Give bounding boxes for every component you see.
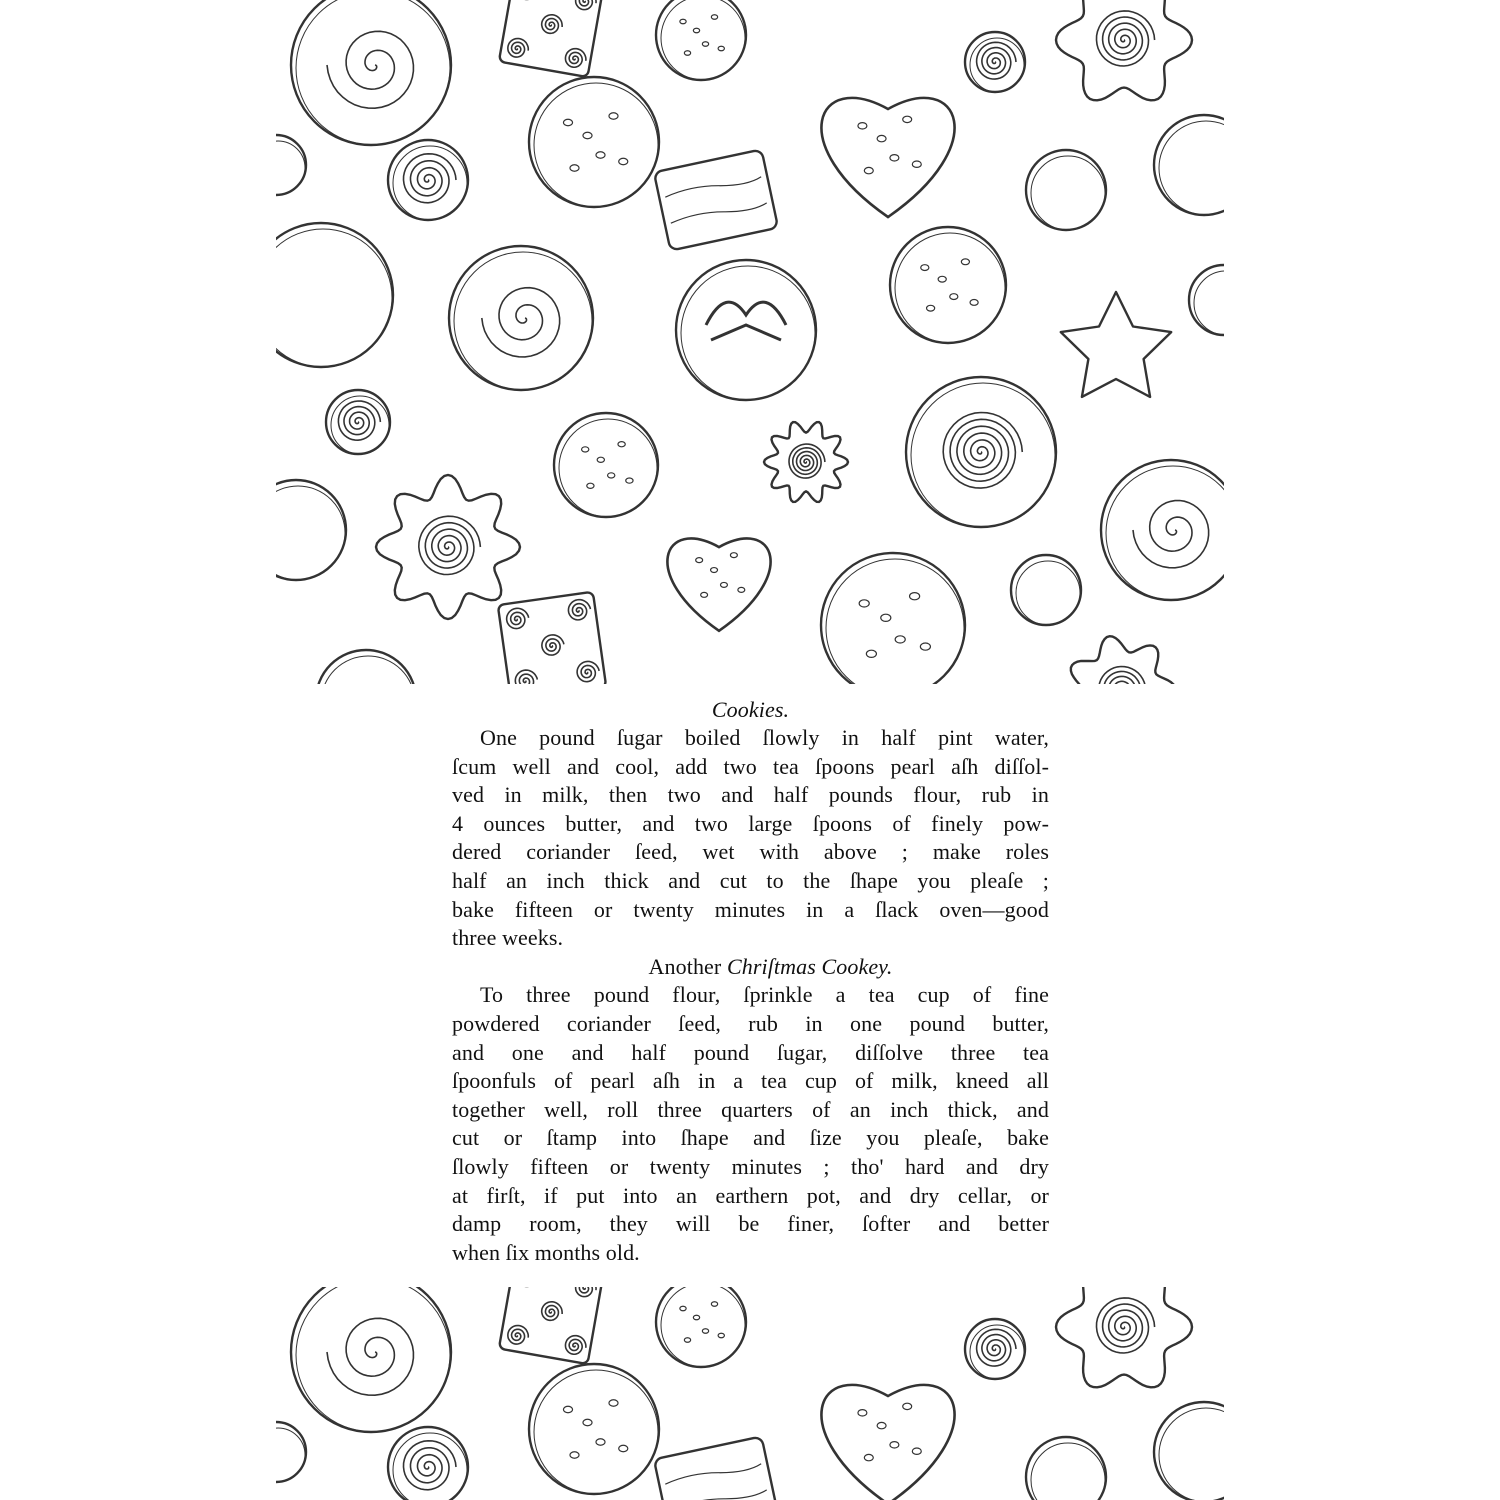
round-cookie [1189, 265, 1224, 335]
recipe-line: ſpoonfuls of pearl aſh in a tea cup of milk, kneed all [452, 1068, 1049, 1094]
recipe-line: ſlowly fifteen or twenty minutes ; tho' hard and dry [452, 1153, 1049, 1179]
spiral-cookie [388, 140, 468, 220]
round-cookie [1154, 1402, 1224, 1500]
recipe-line: ſcum well and cool, add two tea ſpoons pearl aſh diſſol- [452, 753, 1049, 779]
recipe-line: To three pound flour, ſprinkle a tea cup of fine [480, 982, 1049, 1008]
cookie-doodles-top [276, 0, 1224, 684]
recipe-line: bake fifteen or twenty minutes in a ſlack oven—good [452, 896, 1049, 922]
recipe-line: ved in milk, then two and half pounds flour, rub in [452, 782, 1049, 808]
flower-cookie [376, 475, 520, 619]
swirl-roll-cookie [449, 246, 593, 390]
cookie-pattern-top [276, 0, 1224, 684]
recipe-line: damp room, they will be finer, ſofter and better [452, 1211, 1049, 1237]
flower-cookie [1056, 0, 1192, 100]
round-cookie [1026, 150, 1106, 230]
round-cookie [1026, 1437, 1106, 1500]
heart-cookie [821, 98, 954, 217]
recipe-paragraph-1 [452, 724, 1049, 953]
checkerboard-cookie [499, 1287, 603, 1364]
checkerboard-cookie [498, 592, 606, 684]
wafer-cookie [654, 1436, 778, 1500]
recipe-line: One pound ſugar boiled ſlowly in half pint water, [480, 725, 1049, 750]
spiral-cookie [388, 1427, 468, 1500]
chip-cookie [529, 1364, 659, 1494]
pretzel-cookie [676, 260, 816, 400]
round-cookie [656, 1287, 746, 1367]
spiral-cookie [965, 1319, 1025, 1379]
swirl-roll-cookie [291, 0, 451, 145]
chip-cookie [529, 77, 659, 207]
recipe-paragraph-2 [452, 981, 1049, 1267]
recipe-line: together well, roll three quarters of an inch thick, and [452, 1096, 1049, 1122]
round-cookie [276, 1422, 306, 1482]
round-cookie [276, 480, 346, 580]
recipe-title: Cookies. [711, 697, 790, 722]
recipe-subheading-italic: Chriſtmas Cookey. [726, 953, 893, 979]
round-cookie [276, 223, 393, 367]
spiral-cookie [965, 32, 1025, 92]
recipe-line: 4 ounces butter, and two large ſpoons of finely pow- [452, 810, 1049, 836]
swirl-roll-cookie [1101, 460, 1224, 600]
recipe-line: at firſt, if put into an earthern pot, and dry cellar, or [452, 1182, 1049, 1208]
cookie-doodles-bottom [276, 1287, 1224, 1500]
recipe-line: dered coriander ſeed, wet with above ; make roles [452, 839, 1049, 865]
swirl-roll-cookie [291, 1287, 451, 1432]
recipe-subheading-plain: Another [648, 953, 722, 979]
cookie-pattern-bottom [276, 1287, 1224, 1500]
recipe-subheading [452, 953, 1049, 982]
round-cookie [1011, 555, 1081, 625]
recipe-line: three weeks. [452, 925, 564, 951]
round-cookie [316, 650, 416, 684]
spiral-cookie [906, 377, 1056, 527]
star-cookie [1061, 292, 1171, 397]
recipe-line: powdered coriander ſeed, rub in one pound butter, [452, 1010, 1049, 1036]
recipe-line: cut or ſtamp into ſhape and ſize you pleaſe, bake [452, 1125, 1049, 1151]
flower-cookie [1071, 636, 1176, 684]
chip-cookie [821, 553, 965, 684]
checkerboard-cookie [499, 0, 603, 77]
wafer-cookie [654, 149, 778, 250]
flower-cookie [1056, 1287, 1192, 1387]
round-cookie [656, 0, 746, 80]
flower-cookie [764, 422, 848, 502]
recipe-text-block [452, 684, 1049, 1287]
heart-cookie [667, 539, 770, 631]
round-cookie [890, 227, 1006, 343]
recipe-line: and one and half pound ſugar, diſſolve three tea [452, 1039, 1049, 1065]
spiral-cookie [326, 390, 390, 454]
round-cookie [1154, 115, 1224, 215]
round-cookie [276, 135, 306, 195]
recipe-line: half an inch thick and cut to the ſhape you pleaſe ; [452, 867, 1049, 893]
recipe-line: when ſix months old. [452, 1239, 640, 1265]
round-cookie [554, 413, 658, 517]
heart-cookie [821, 1385, 954, 1500]
